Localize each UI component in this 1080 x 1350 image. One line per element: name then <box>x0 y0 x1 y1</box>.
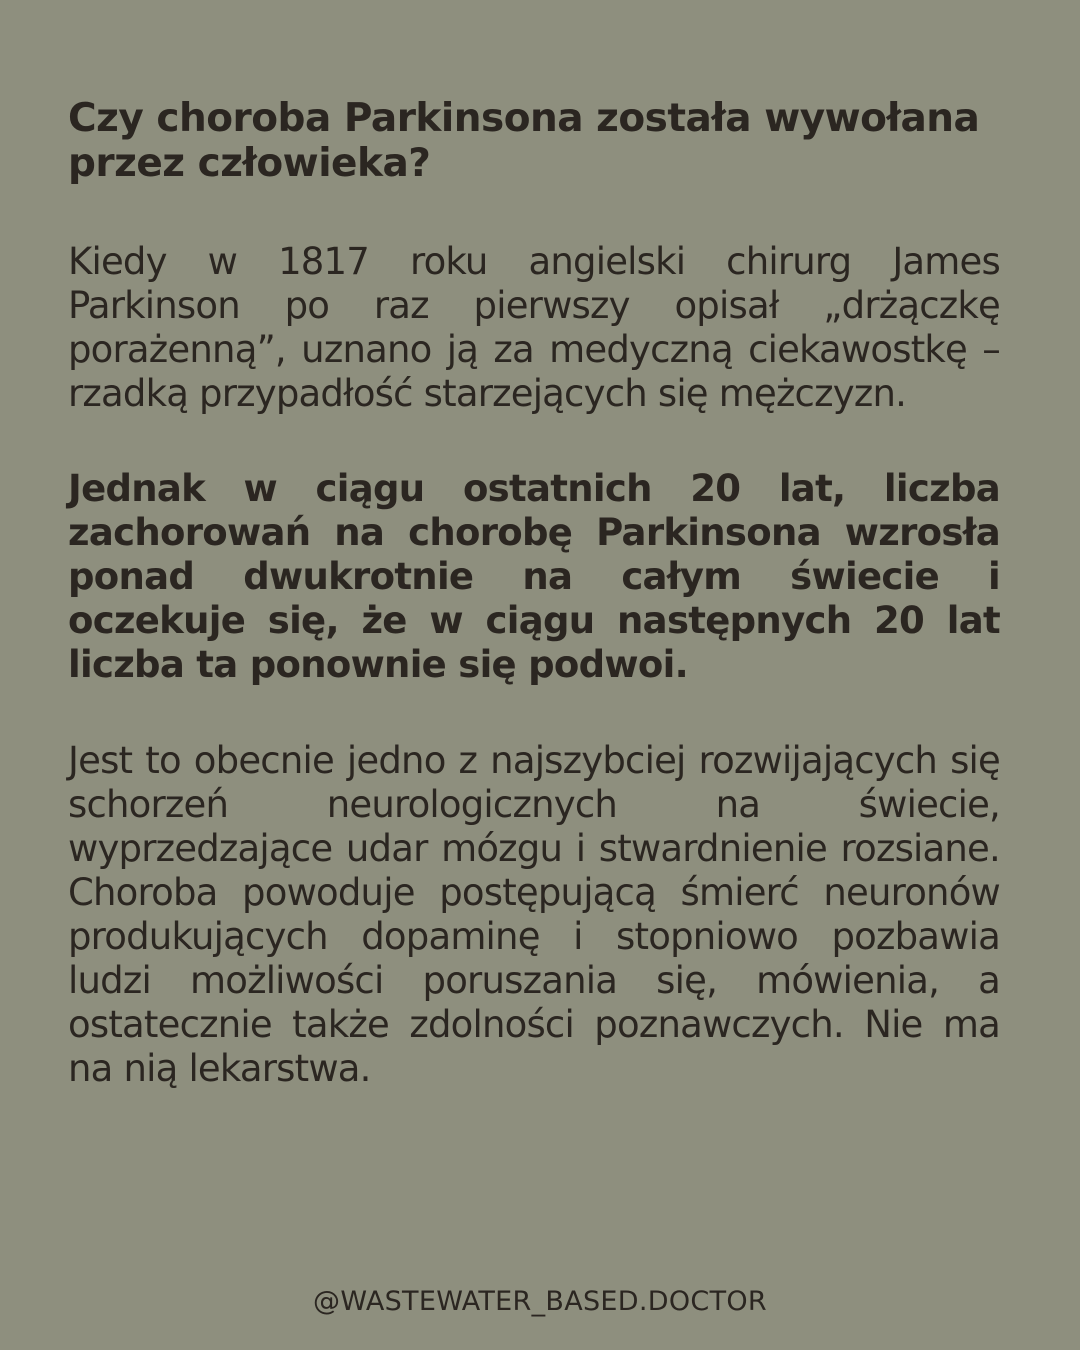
details-paragraph: Jest to obecnie jedno z najszybciej rozwijających się schorzeń neurologicznych na świecie, wyprzedzające udar mózgu i stwardnienie rozsiane. Choroba powoduje postępującą śmierć neuronów produkujących dopaminę i stopniowo pozbawia ludzi możliwości poruszania się, mówienia, a ostatecznie także zdolności poznawczych. Nie ma na nią lekarstwa. <box>68 739 1000 1090</box>
intro-paragraph: Kiedy w 1817 roku angielski chirurg James Parkinson po raz pierwszy opisał „drżączkę porażenną”, uznano ją za medyczną ciekawostkę – rzadką przypadłość starzejących się mężczyzn. <box>68 240 1000 415</box>
footer-handle: @WASTEWATER_BASED.DOCTOR <box>313 1286 767 1317</box>
post-title: Czy choroba Parkinsona została wywołana przez człowieka? <box>68 96 980 186</box>
highlight-paragraph: Jednak w ciągu ostatnich 20 lat, liczba zachorowań na chorobę Parkinsona wzrosła ponad dwukrotnie na całym świecie i oczekuje się, że w ciągu następnych 20 lat liczba ta ponownie się podwoi. <box>68 467 1000 686</box>
post-content <box>68 96 1000 1091</box>
